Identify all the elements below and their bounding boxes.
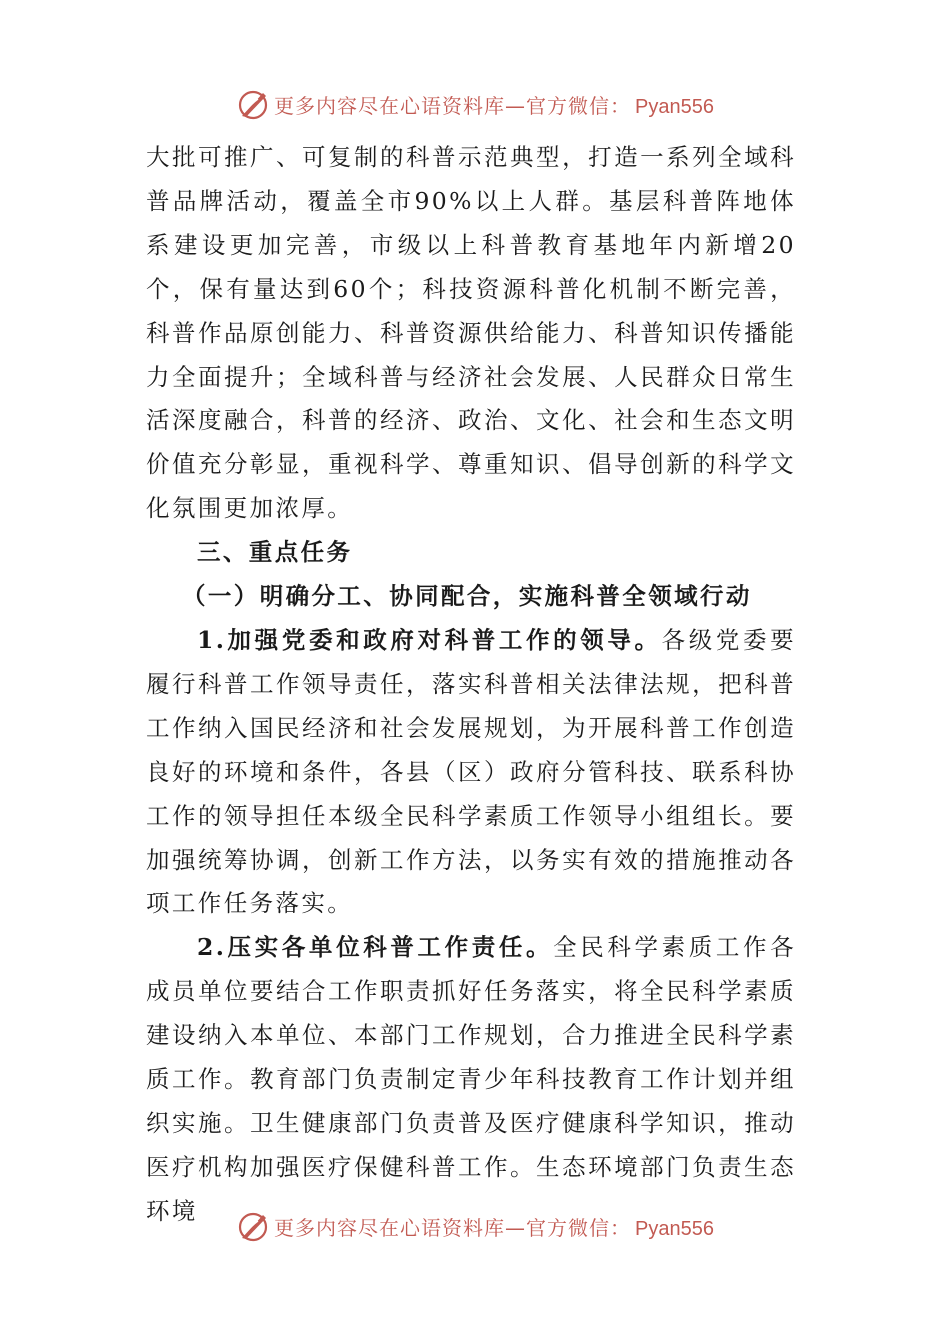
subsection-heading: （一）明确分工、协同配合，实施科普全领域行动 (182, 582, 752, 611)
section-heading: 三、重点任务 (197, 538, 353, 567)
footer-watermark-banner (0, 1206, 950, 1246)
document-body (146, 136, 796, 1234)
banner-text: 更多内容尽在心语资料库—官方微信： Pyan556 (274, 93, 714, 118)
header-watermark-banner (0, 84, 950, 124)
quill-pen-logo-icon (236, 1209, 270, 1243)
wechat-handle: Pyan556 (635, 95, 714, 118)
banner-text: 更多内容尽在心语资料库—官方微信： Pyan556 (274, 1215, 714, 1240)
paragraph-item-2 (146, 926, 796, 1233)
item-1-lead: 1.加强党委和政府对科普工作的领导。 (197, 625, 662, 654)
item-2-body: 全民科学素质工作各成员单位要结合工作职责抓好任务落实，将全民科学素质建设纳入本单位、本部门工作规划，合力推进全民科学素质工作。教育部门负责制定青少年科技教育工作计划并组织实施。卫生健康部门负责普及医疗健康科学知识，推动医疗机构加强医疗保健科普工作。生态环境部门负责生态环境 (146, 933, 796, 1225)
item-1-body: 各级党委要履行科普工作领导责任，落实科普相关法律法规，把科普工作纳入国民经济和社会发展规划，为开展科普工作创造良好的环境和条件，各县（区）政府分管科技、联系科协工作的领导担任本级全民科学素质工作领导小组组长。要加强统筹协调，创新工作方法，以务实有效的措施推动各项工作任务落实。 (146, 625, 797, 918)
quill-pen-logo-icon (236, 87, 270, 121)
paragraph-item-1 (146, 619, 796, 926)
paragraph-goals: 大批可推广、可复制的科普示范典型，打造一系列全域科普品牌活动，覆盖全市90%以上人群。基层科普阵地体系建设更加完善，市级以上科普教育基地年内新增20个，保有量达到60个；科技资源科普化机制不断完善，科普作品原创能力、科普资源供给能力、科普知识传播能力全面提升；全域科普与经济社会发展、人民群众日常生活深度融合，科普的经济、政治、文化、社会和生态文明价值充分彰显，重视科学、尊重知识、倡导创新的科学文化氛围更加浓厚。 (146, 143, 796, 523)
wechat-handle: Pyan556 (635, 1217, 714, 1240)
item-2-lead: 2.压实各单位科普工作责任。 (197, 933, 554, 962)
